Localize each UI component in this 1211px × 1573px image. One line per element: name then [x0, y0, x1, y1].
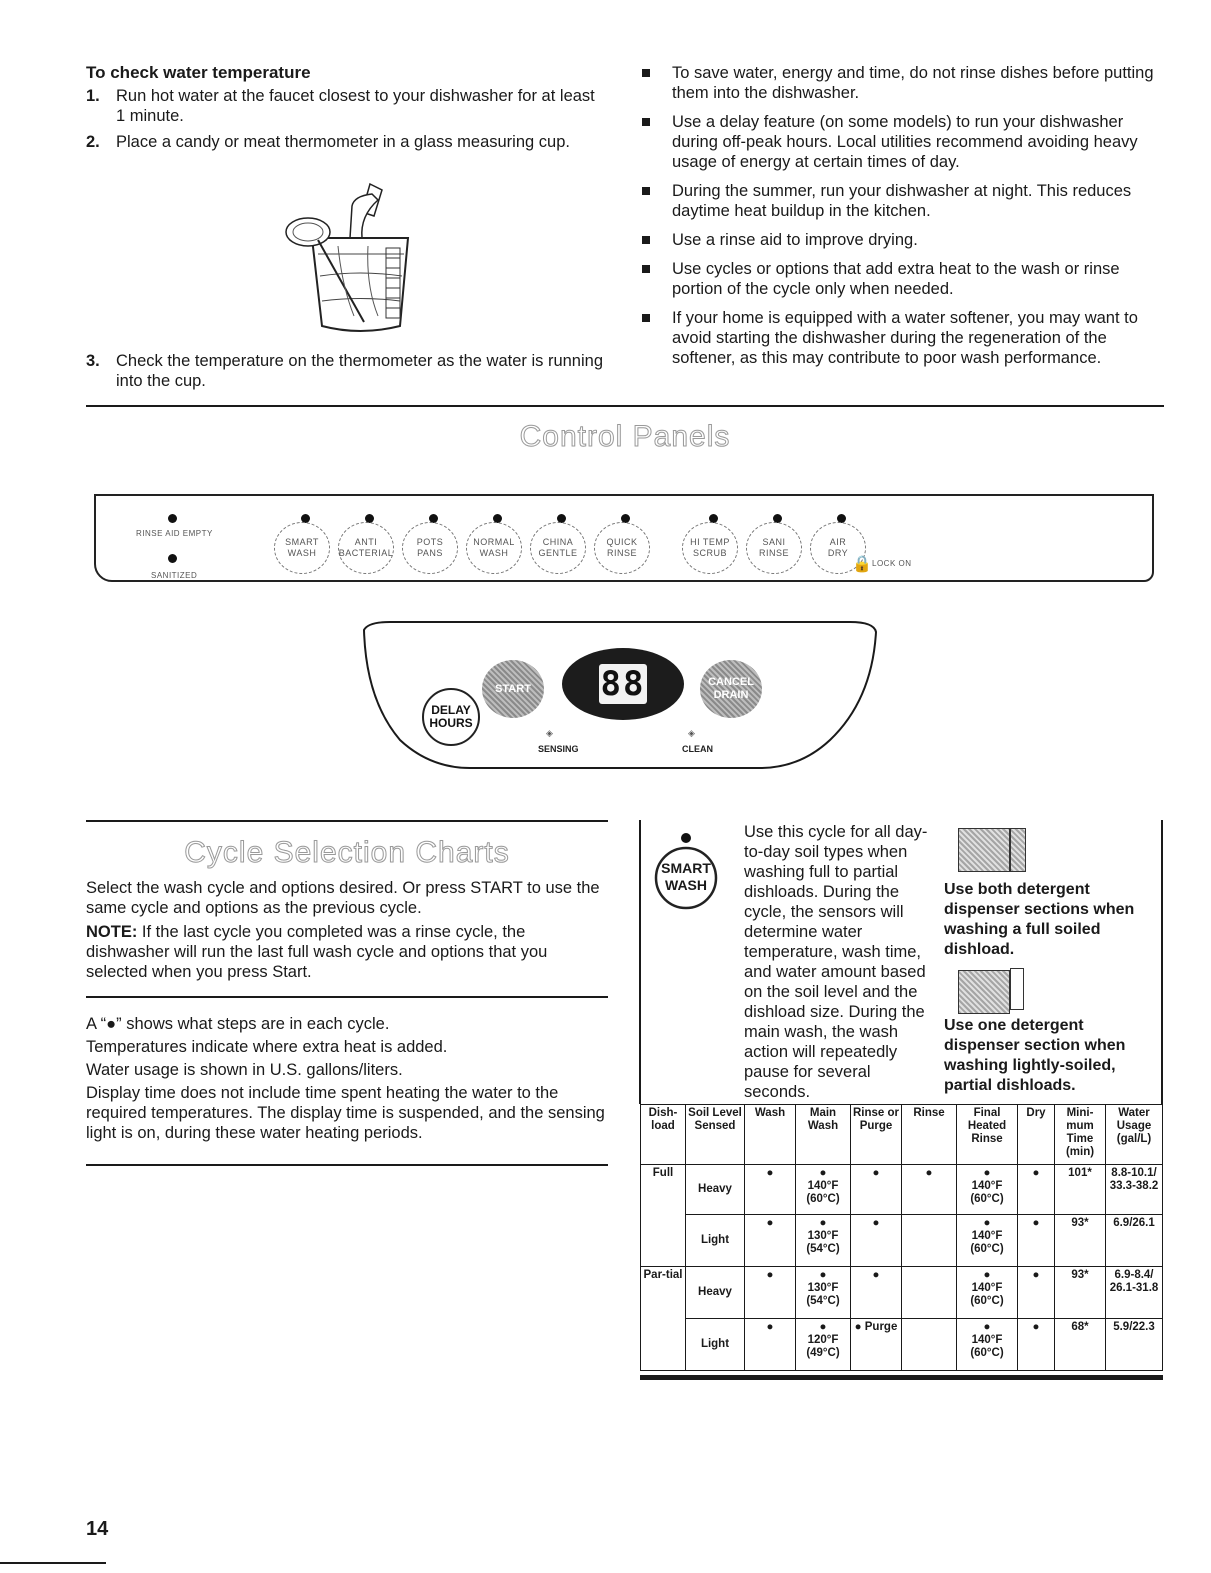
- hi-temp-scrub-button[interactable]: HI TEMP SCRUB: [682, 522, 738, 574]
- column-header: Final Heated Rinse: [957, 1105, 1018, 1165]
- main-wash-cell: ● 140°F (60°C): [796, 1165, 851, 1215]
- soil-cell: Light: [686, 1215, 745, 1267]
- tip-item: If your home is equipped with a water softener, you may want to avoid starting the dishwasher during the regeneration of the softener, as this may contribute to poor wash performance.: [638, 308, 1163, 368]
- air-dry-button[interactable]: AIR DRY: [810, 522, 866, 574]
- tip-item: Use cycles or options that add extra heat to the wash or rinse portion of the cycle only when needed.: [638, 259, 1163, 299]
- step-1: [86, 86, 606, 126]
- chart-legend: [86, 1014, 606, 1143]
- rinse-purge-cell: ●: [851, 1267, 902, 1319]
- step-text: Run hot water at the faucet closest to your dishwasher for at least 1 minute.: [116, 87, 595, 125]
- wash-cell: ●: [745, 1165, 796, 1215]
- column-header: Water Usage (gal/L): [1106, 1105, 1163, 1165]
- section-divider: [86, 1164, 608, 1166]
- smart-wash-badge-label: SMART WASH: [661, 860, 711, 893]
- soil-cell: Heavy: [686, 1165, 745, 1215]
- quick-rinse-button[interactable]: QUICK RINSE: [594, 522, 650, 574]
- anti-bacterial-button[interactable]: ANTI BACTERIAL: [338, 522, 394, 574]
- sani-rinse-button[interactable]: SANI RINSE: [746, 522, 802, 574]
- table-row: [641, 1319, 1163, 1371]
- rinse-purge-cell: ●: [851, 1215, 902, 1267]
- step-number: 2.: [86, 133, 100, 151]
- legend-item: Water usage is shown in U.S. gallons/liters.: [86, 1061, 403, 1079]
- section-divider: [86, 405, 1164, 407]
- footer-rule: [0, 1562, 106, 1564]
- table-row: [641, 1215, 1163, 1267]
- final-rinse-cell: ● 140°F (60°C): [957, 1319, 1018, 1371]
- control-panel-strip: [94, 494, 1154, 582]
- soil-cell: Light: [686, 1319, 745, 1371]
- section-divider: [86, 820, 608, 822]
- final-rinse-cell: ● 140°F (60°C): [957, 1165, 1018, 1215]
- note-text: If the last cycle you completed was a rinse cycle, the dishwasher will run the last full wash cycle and options that you selected when you press Start.: [86, 923, 548, 981]
- note-label: NOTE:: [86, 923, 138, 941]
- dry-cell: ●: [1018, 1215, 1055, 1267]
- cycle-intro: [86, 878, 606, 982]
- main-wash-cell: ● 130°F (54°C): [796, 1215, 851, 1267]
- water-cell: 6.9/26.1: [1106, 1215, 1163, 1267]
- dry-cell: ●: [1018, 1267, 1055, 1319]
- water-cell: 5.9/22.3: [1106, 1319, 1163, 1371]
- lock-icon: 🔒: [852, 556, 872, 573]
- table-header-row: [641, 1105, 1163, 1165]
- dry-cell: ●: [1018, 1165, 1055, 1215]
- table-bottom-rule: [640, 1375, 1163, 1380]
- water-cell: 8.8-10.1/ 33.3-38.2: [1106, 1165, 1163, 1215]
- dishload-cell: Full: [641, 1165, 686, 1267]
- step-text: Place a candy or meat thermometer in a glass measuring cup.: [116, 133, 570, 151]
- start-button[interactable]: START: [482, 660, 544, 718]
- tip-item: Use a delay feature (on some models) to run your dishwasher during off-peak hours. Local utilities recommend avoiding heavy usage of energy at certain times of day.: [638, 112, 1163, 172]
- main-wash-cell: ● 130°F (54°C): [796, 1267, 851, 1319]
- main-wash-cell: ● 120°F (49°C): [796, 1319, 851, 1371]
- tip-item: To save water, energy and time, do not rinse dishes before putting them into the dishwasher.: [638, 63, 1163, 103]
- table-row: [641, 1267, 1163, 1319]
- wash-cell: ●: [745, 1319, 796, 1371]
- water-cell: 6.9-8.4/ 26.1-31.8: [1106, 1267, 1163, 1319]
- step-number: 1.: [86, 87, 100, 105]
- step-text: Check the temperature on the thermometer as the water is running into the cup.: [116, 352, 603, 390]
- time-cell: 93*: [1055, 1215, 1106, 1267]
- column-header: Dry: [1018, 1105, 1055, 1165]
- partial-load-note: Use one detergent dispenser section when washing lightly-soiled, partial dishloads.: [944, 1017, 1126, 1094]
- column-header: Mini-mum Time (min): [1055, 1105, 1106, 1165]
- column-header: Soil Level Sensed: [686, 1105, 745, 1165]
- rinse-aid-empty-label: RINSE AID EMPTY: [136, 529, 213, 538]
- clean-label: CLEAN: [682, 744, 713, 754]
- normal-wash-button[interactable]: NORMAL WASH: [466, 522, 522, 574]
- sanitized-label: SANITIZED: [151, 571, 198, 580]
- rinse-cell: [902, 1215, 957, 1267]
- step-3: [86, 351, 606, 391]
- sensing-light-icon: ◈: [546, 728, 553, 738]
- cycle-charts-title: Cycle Selection Charts: [184, 836, 510, 869]
- sanitized-led: [168, 554, 177, 563]
- time-cell: 93*: [1055, 1267, 1106, 1319]
- china-gentle-button[interactable]: CHINA GENTLE: [530, 522, 586, 574]
- soil-cell: Heavy: [686, 1267, 745, 1319]
- smart-wash-cycle-table: [640, 1104, 1163, 1371]
- final-rinse-cell: ● 140°F (60°C): [957, 1215, 1018, 1267]
- smart-wash-button[interactable]: SMART WASH: [274, 522, 330, 574]
- wash-cell: ●: [745, 1267, 796, 1319]
- column-header: Rinse or Purge: [851, 1105, 902, 1165]
- rinse-aid-led: [168, 514, 177, 523]
- cycle-display: [562, 648, 684, 720]
- full-load-note: Use both detergent dispenser sections when washing a full soiled dishload.: [944, 881, 1135, 958]
- clean-light-icon: ◈: [688, 728, 695, 738]
- table-row: [641, 1165, 1163, 1215]
- section-divider: [86, 996, 608, 998]
- dispenser-partial-icon: [958, 970, 1010, 1014]
- start-control-panel: [360, 620, 880, 772]
- dishload-cell: Par-tial: [641, 1267, 686, 1371]
- dispenser-full-icon: [1010, 828, 1026, 872]
- column-header: Dish-load: [641, 1105, 686, 1165]
- column-header: Wash: [745, 1105, 796, 1165]
- display-value: 88: [600, 664, 646, 704]
- rinse-cell: [902, 1267, 957, 1319]
- column-header: Main Wash: [796, 1105, 851, 1165]
- energy-tips-list: [638, 63, 1163, 377]
- dispenser-partial-icon: [1010, 968, 1024, 1010]
- pots-pans-button[interactable]: POTS PANS: [402, 522, 458, 574]
- sensing-label: SENSING: [538, 744, 579, 754]
- lock-on-label: LOCK ON: [872, 559, 912, 568]
- step-2: [86, 132, 606, 152]
- section-heading: To check water temperature: [86, 63, 311, 82]
- page-number: 14: [86, 1518, 109, 1540]
- thermometer-cup-illustration: [282, 176, 422, 336]
- tip-item: Use a rinse aid to improve drying.: [638, 230, 1163, 250]
- time-cell: 68*: [1055, 1319, 1106, 1371]
- column-rule: [639, 820, 641, 1104]
- legend-item: Display time does not include time spent heating the water to the required temperatures. The display time is suspended, and the sensing light is on, during these water heating periods.: [86, 1084, 605, 1142]
- cancel-drain-button[interactable]: CANCEL DRAIN: [700, 660, 762, 718]
- dispenser-full-icon: [958, 828, 1010, 872]
- rinse-purge-cell: ●: [851, 1165, 902, 1215]
- rinse-cell: ●: [902, 1165, 957, 1215]
- dry-cell: ●: [1018, 1319, 1055, 1371]
- rinse-cell: [902, 1319, 957, 1371]
- time-cell: 101*: [1055, 1165, 1106, 1215]
- control-panels-title: Control Panels: [519, 420, 731, 453]
- step-number: 3.: [86, 352, 100, 370]
- legend-item: Temperatures indicate where extra heat is added.: [86, 1038, 448, 1056]
- final-rinse-cell: ● 140°F (60°C): [957, 1267, 1018, 1319]
- rinse-purge-cell: ● Purge: [851, 1319, 902, 1371]
- wash-cell: ●: [745, 1215, 796, 1267]
- legend-item: A “●” shows what steps are in each cycle.: [86, 1015, 390, 1033]
- intro-text: Select the wash cycle and options desired. Or press START to use the same cycle and options as the previous cycle.: [86, 879, 600, 917]
- delay-hours-button[interactable]: DELAY HOURS: [422, 688, 480, 746]
- tip-item: During the summer, run your dishwasher at night. This reduces daytime heat buildup in the kitchen.: [638, 181, 1163, 221]
- note-paragraph: [86, 922, 606, 982]
- smart-wash-description: Use this cycle for all day-to-day soil types when washing full to partial dishloads. During the cycle, the sensors will determine water temperature, wash time, and water amount based on the soil level and the dishload size. During the main wash, the wash action will repeatedly pause for several seconds.: [744, 823, 928, 1101]
- column-header: Rinse: [902, 1105, 957, 1165]
- water-temp-section: [86, 63, 606, 152]
